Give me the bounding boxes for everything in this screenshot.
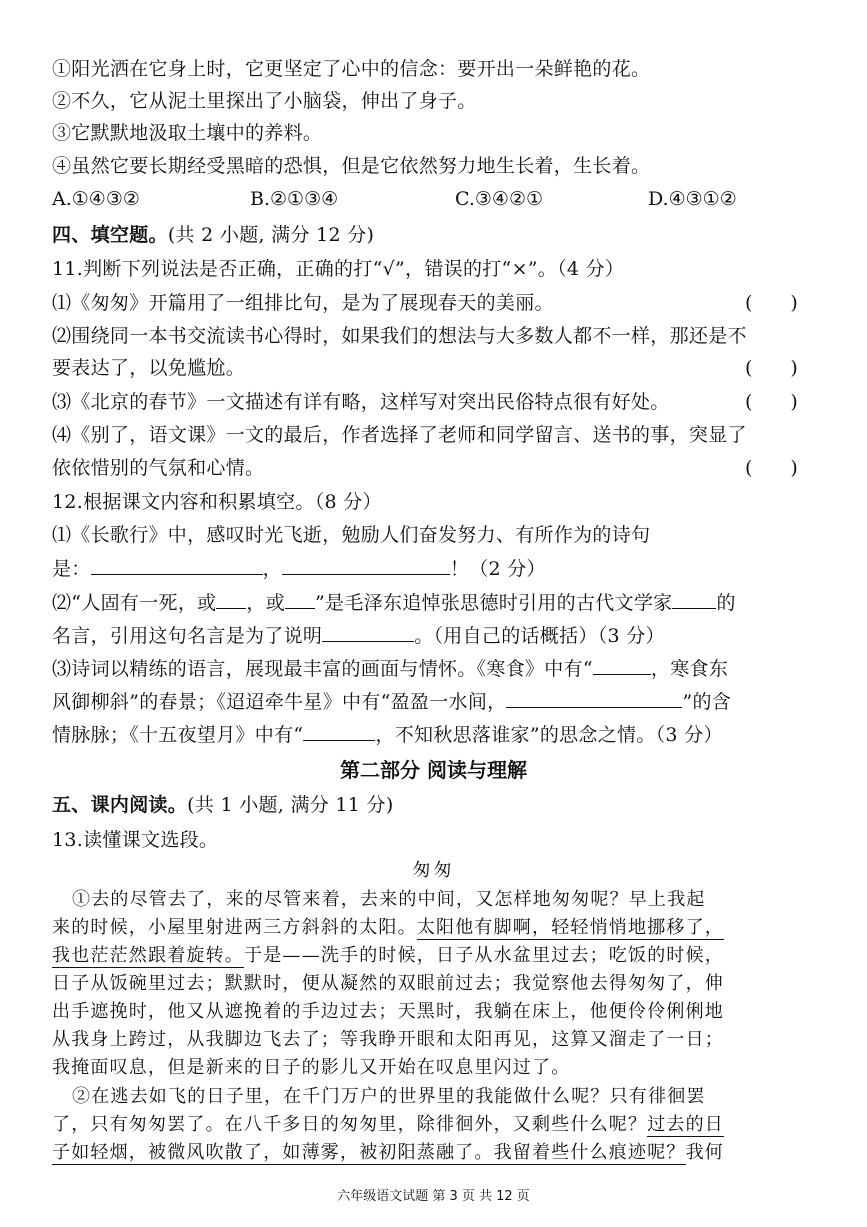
q11-stem: 11.判断下列说法是否正确，正确的打“√”，错误的打“×”。（4 分）: [52, 258, 625, 280]
option-b: B.②①③④: [250, 188, 339, 210]
answer-blank-8[interactable]: [506, 687, 682, 708]
sentence-3: ③它默默地汲取土壤中的养料。: [52, 122, 323, 144]
section-5-meta: (共 1 小题, 满分 11 分): [187, 794, 394, 816]
q12-part-2-line-1: [52, 588, 736, 616]
q12-part-3-line-2: [52, 687, 731, 715]
answer-blank-7[interactable]: [593, 654, 651, 675]
q12-part-3-line-1: [52, 654, 728, 682]
underlined-sentence-2a: 过去的日: [647, 1114, 725, 1135]
answer-blank-6[interactable]: [322, 621, 414, 642]
q13-stem: 13.读懂课文选段。: [52, 829, 219, 851]
passage-line-5: 出手遮挽时，他又从遮挽着的手边过去；天黑时，我躺在床上，他便伶伶俐俐地: [52, 1001, 724, 1022]
q11-item-3: ⑶《北京的春节》一文描述有详有略，这样写对突出民俗特点很有好处。: [52, 391, 670, 413]
q12-part-3b-suffix: ”的含: [682, 691, 732, 713]
page-footer: 六年级语文试题 第 3 页 共 12 页: [337, 1189, 530, 1204]
section-4-heading: [52, 222, 374, 248]
q12-part-1-suffix: ！（2 分）: [449, 558, 546, 580]
passage-line-3-text: 于是——洗手的时候，日子从水盆里过去；吃饭的时候，: [244, 945, 724, 966]
part-2-title: 第二部分 阅读与理解: [340, 758, 527, 782]
passage-line-9-text: 了，只有匆匆罢了。在八千多日的匆匆里，除徘徊外，又剩些什么呢？: [52, 1114, 648, 1135]
answer-blank-2[interactable]: [282, 554, 450, 575]
passage-line-7: 我掩面叹息，但是新来的日子的影儿又开始在叹息里闪过了。: [52, 1057, 571, 1078]
answer-blank-4[interactable]: [285, 588, 315, 609]
section-4-meta: (共 2 小题, 满分 12 分): [167, 224, 375, 246]
q12-part-2b-suffix: 。（用自己的话概括）（3 分）: [414, 625, 665, 647]
answer-blank-9[interactable]: [303, 720, 375, 741]
sentence-1: ①阳光洒在它身上时，它更坚定了心中的信念：要开出一朵鲜艳的花。: [52, 58, 651, 80]
answer-paren-1[interactable]: ( ): [745, 292, 798, 314]
option-a: A.①④③②: [52, 188, 140, 210]
q12-part-3c-suffix: ，不知秋思落谁家”的思念之情。（3 分）: [375, 724, 723, 746]
q12-part-1-separator: ，: [262, 558, 282, 580]
q12-part-1-line-2: [52, 554, 546, 582]
answer-paren-2[interactable]: ( ): [745, 357, 798, 379]
q12-part-3a-prefix: ⑶诗词以精练的语言，展现最丰富的画面与情怀。《寒食》中有“: [52, 658, 593, 680]
passage-title: 匆匆: [412, 860, 455, 881]
sentence-2: ②不久，它从泥土里探出了小脑袋，伸出了身子。: [52, 90, 477, 112]
section-5-title: 五、课内阅读。: [52, 794, 188, 816]
passage-line-10: [52, 1140, 724, 1166]
passage-line-2-text: 来的时候，小屋里射进两三方斜斜的太阳。: [52, 917, 417, 938]
q11-item-4-line-1: ⑷《别了，语文课》一文的最后，作者选择了老师和同学留言、送书的事，突显了: [52, 424, 747, 446]
passage-line-3: [52, 943, 724, 969]
q12-part-3a-suffix: ，寒食东: [650, 658, 729, 680]
q11-item-4-line-2: 依依惜别的气氛和心情。: [52, 457, 265, 479]
q12-part-3-line-3: [52, 720, 723, 748]
section-5-heading: [52, 792, 394, 818]
q12-part-2-suffix: 的: [716, 592, 736, 614]
underlined-sentence-2b: 子如轻烟，被微风吹散了，如薄雾，被初阳蒸融了。我留着些什么痕迹呢？: [52, 1142, 686, 1163]
answer-paren-4[interactable]: ( ): [745, 457, 798, 479]
q12-stem: 12.根据课文内容和积累填空。（8 分）: [52, 491, 382, 513]
passage-line-6: 从我身上跨过，从我脚边飞去了；等我睁开眼和太阳再见，这算又溜走了一日；: [52, 1029, 724, 1050]
underlined-sentence-1b: 我也茫茫然跟着旋转。: [52, 945, 244, 966]
sentence-4: ④虽然它要长期经受黑暗的恐惧，但是它依然努力地生长着，生长着。: [52, 155, 651, 177]
passage-line-9: [52, 1112, 724, 1138]
q11-item-2-line-1: ⑵围绕同一本书交流读书心得时，如果我们的想法与大多数人都不一样，那还是不: [52, 325, 747, 347]
section-4-title: 四、填空题。: [52, 224, 168, 246]
q12-part-2-mid-1: ，或: [246, 592, 286, 614]
q11-item-2-line-2: 要表达了，以免尴尬。: [52, 357, 246, 379]
q12-part-2b-prefix: 名言，引用这句名言是为了说明: [52, 625, 323, 647]
q12-part-3c-prefix: 情脉脉；《十五夜望月》中有“: [52, 724, 304, 746]
passage-line-8: ②在逃去如飞的日子里，在千门万户的世界里的我能做什么呢？只有徘徊罢: [72, 1086, 706, 1107]
q12-part-2-line-2: [52, 621, 665, 649]
passage-line-4: 日子从饭碗里过去；默默时，便从凝然的双眼前过去；我觉察他去得匆匆了，伸: [52, 973, 724, 994]
q12-part-2-mid-2: ”是毛泽东追悼张思德时引用的古代文学家: [315, 592, 673, 614]
option-c: C.③④②①: [455, 188, 544, 210]
underlined-sentence-1a: 太阳他有脚啊，轻轻悄悄地挪移了，: [416, 917, 725, 938]
passage-line-10-text: 我何: [685, 1142, 725, 1163]
q11-item-1: ⑴《匆匆》开篇用了一组排比句，是为了展现春天的美丽。: [52, 292, 554, 314]
q12-part-3b-prefix: 风御柳斜”的春景；《迢迢牵牛星》中有“盈盈一水间，: [52, 691, 507, 713]
answer-blank-5[interactable]: [672, 588, 716, 609]
q12-part-1-line-1: ⑴《长歌行》中，感叹时光飞逝，勉励人们奋发努力、有所作为的诗句: [52, 524, 651, 546]
answer-blank-1[interactable]: [91, 554, 263, 575]
answer-paren-3[interactable]: ( ): [745, 391, 798, 413]
passage-line-2: [52, 915, 724, 941]
option-d: D.④③①②: [648, 188, 737, 210]
q12-part-2-prefix: ⑵“人固有一死，或: [52, 592, 217, 614]
passage-line-1: ①去的尽管去了，来的尽管来着，去来的中间，又怎样地匆匆呢？早上我起: [72, 889, 706, 910]
answer-blank-3[interactable]: [216, 588, 246, 609]
q12-part-1-prefix: 是：: [52, 558, 91, 580]
